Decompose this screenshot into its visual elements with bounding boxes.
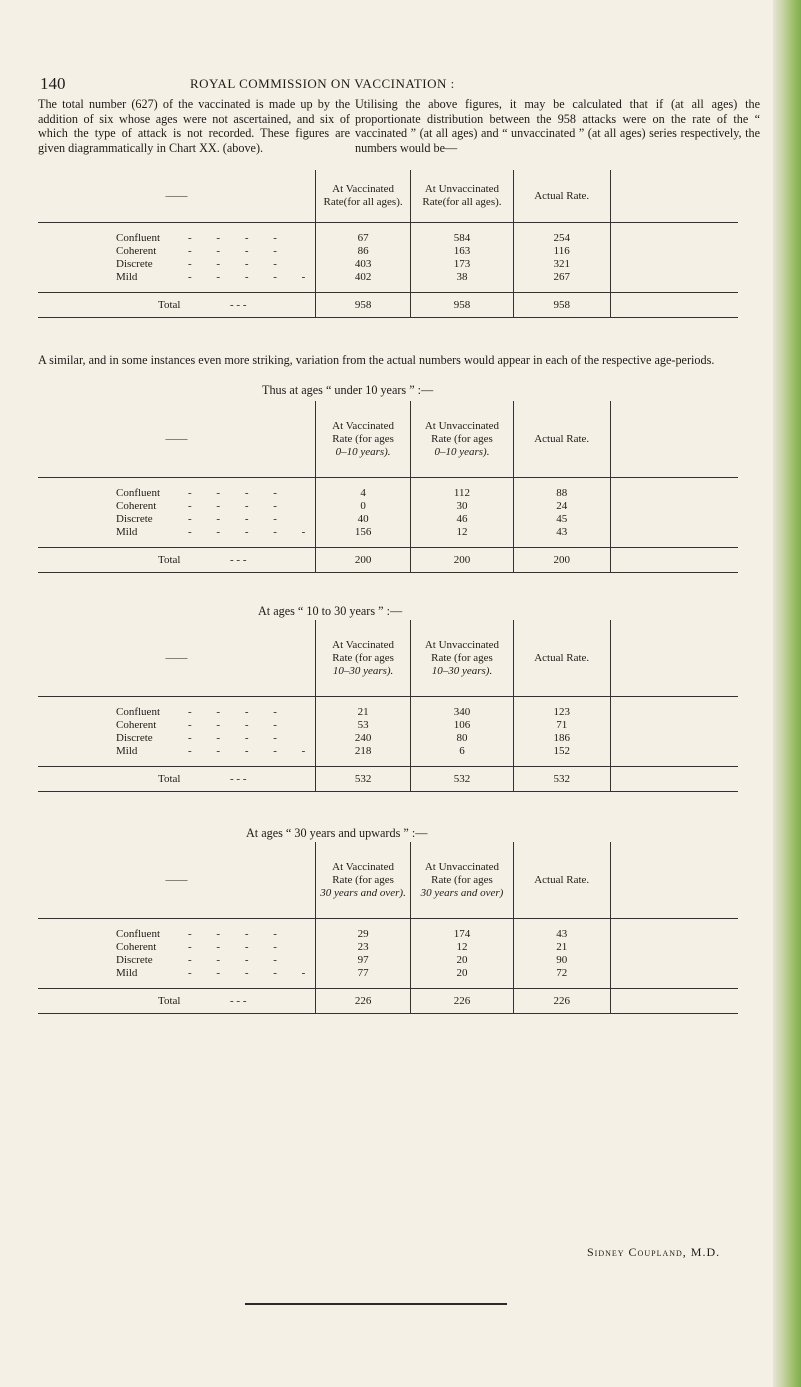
total-row: Total - - - 958 958 958 bbox=[38, 293, 738, 318]
total-row: Total - - - 200 200 200 bbox=[38, 548, 738, 573]
intro-left-paragraph: The total number (627) of the vaccinated is made up by the addition of six whose ages were not ascertained, and six of which the type of attack is not recorded. These figures are given diagrammatically in Chart XX. (above). bbox=[38, 97, 350, 155]
header-unvaccinated: At Unvaccinated Rate (for ages 30 years and over) bbox=[411, 842, 513, 919]
heading-30-and-upwards: At ages “ 30 years and upwards ” :— bbox=[246, 826, 428, 840]
header-vaccinated: At Vaccinated Rate (for ages 10–30 years). bbox=[315, 620, 410, 697]
table-corner: —— bbox=[38, 401, 315, 478]
header-unvaccinated: At Unvaccinated Rate (for ages 0–10 years). bbox=[411, 401, 513, 478]
header-actual: Actual Rate. bbox=[513, 842, 610, 919]
table-row: Coherent - - - - 0 30 24 bbox=[38, 500, 738, 513]
signature: Sidney Coupland, M.D. bbox=[587, 1245, 721, 1259]
table-row: Confluent - - - - 29 174 43 bbox=[38, 928, 738, 941]
table-row: Discrete - - - - 403 173 321 bbox=[38, 258, 738, 271]
table-row: Discrete - - - - 240 80 186 bbox=[38, 732, 738, 745]
table-corner: —— bbox=[38, 620, 315, 697]
page-edge-discoloration bbox=[773, 0, 801, 1387]
header-unvaccinated: At Unvaccinated Rate(for all ages). bbox=[411, 170, 513, 223]
table-row: Mild - - - - - 156 12 43 bbox=[38, 526, 738, 539]
table-corner: —— bbox=[38, 170, 315, 223]
header-actual: Actual Rate. bbox=[513, 620, 610, 697]
table-row: Mild - - - - - 402 38 267 bbox=[38, 271, 738, 284]
table-10-to-30 bbox=[38, 620, 738, 792]
table-row: Coherent - - - - 53 106 71 bbox=[38, 719, 738, 732]
running-head: ROYAL COMMISSION ON VACCINATION : bbox=[190, 76, 455, 91]
table-under-10 bbox=[38, 401, 738, 573]
header-actual: Actual Rate. bbox=[513, 170, 610, 223]
table-row: Confluent - - - - 4 112 88 bbox=[38, 487, 738, 500]
page-number: 140 bbox=[40, 74, 66, 93]
comparison-paragraph: A similar, and in some instances even more striking, variation from the actual numbers would appear in each of the respective age-periods. bbox=[38, 353, 715, 367]
table-all-ages bbox=[38, 170, 738, 318]
table-row: Mild - - - - - 77 20 72 bbox=[38, 967, 738, 980]
header-vaccinated: At Vaccinated Rate (for ages 30 years and over). bbox=[315, 842, 410, 919]
header-vaccinated: At Vaccinated Rate (for ages 0–10 years). bbox=[315, 401, 410, 478]
table-row: Coherent - - - - 23 12 21 bbox=[38, 941, 738, 954]
table-row: Coherent - - - - 86 163 116 bbox=[38, 245, 738, 258]
table-row: Discrete - - - - 97 20 90 bbox=[38, 954, 738, 967]
header-actual: Actual Rate. bbox=[513, 401, 610, 478]
table-row: Mild - - - - - 218 6 152 bbox=[38, 745, 738, 758]
table-row: Discrete - - - - 40 46 45 bbox=[38, 513, 738, 526]
intro-right-paragraph: Utilising the above figures, it may be calculated that if (at all ages) the proportionate distribution between the 958 attacks were on the rate of the “ vaccinated ” (at all ages) and “ unvaccinated ” (at all ages) series respectively, the numbers would be— bbox=[355, 97, 760, 155]
heading-under-10: Thus at ages “ under 10 years ” :— bbox=[262, 383, 434, 397]
total-row: Total - - - 532 532 532 bbox=[38, 767, 738, 792]
closing-rule bbox=[245, 1303, 507, 1305]
table-corner: —— bbox=[38, 842, 315, 919]
heading-10-to-30: At ages “ 10 to 30 years ” :— bbox=[258, 604, 403, 618]
header-vaccinated: At Vaccinated Rate(for all ages). bbox=[315, 170, 410, 223]
intro-right-column bbox=[355, 97, 760, 155]
table-row: Confluent - - - - 67 584 254 bbox=[38, 232, 738, 245]
total-row: Total - - - 226 226 226 bbox=[38, 989, 738, 1014]
header-unvaccinated: At Unvaccinated Rate (for ages 10–30 years). bbox=[411, 620, 513, 697]
table-row: Confluent - - - - 21 340 123 bbox=[38, 706, 738, 719]
table-30-and-upwards bbox=[38, 842, 738, 1014]
intro-left-column bbox=[38, 97, 350, 155]
